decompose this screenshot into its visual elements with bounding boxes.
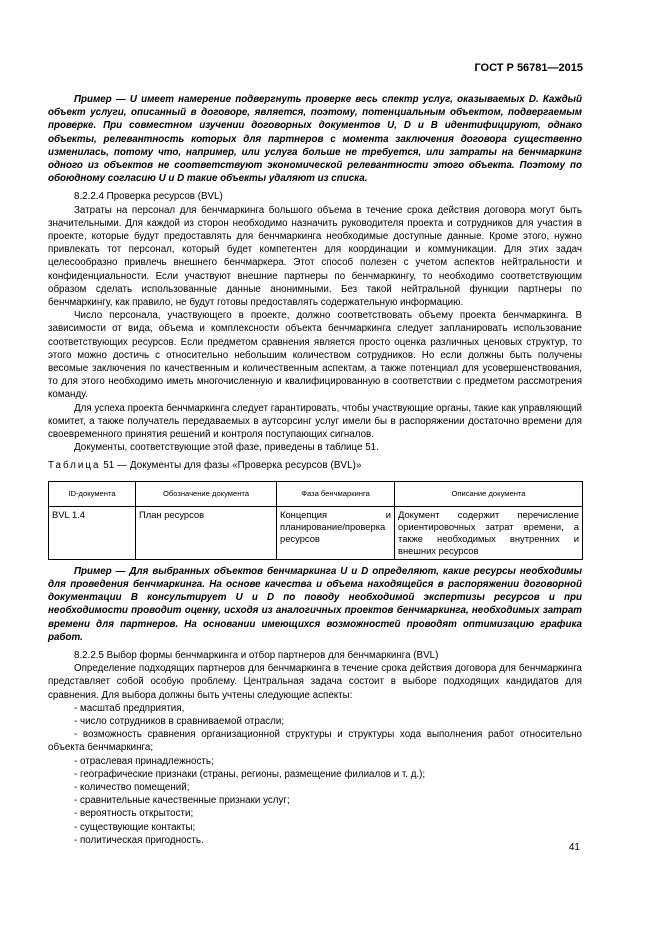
table-cell: Документ содержит перечисление ориентировочных затрат времени, а также необходимых внутренних и внешних ресурсов [395,506,583,559]
list-item: - политическая пригодность. [74,834,204,846]
table-cell: Концепция и планирование/проверка ресурсов [277,506,395,559]
list-item: - количество помещений; [74,781,190,793]
list-item: - масштаб предприятия, [74,702,185,714]
criteria-list [48,702,582,847]
column-header: Фаза бенчмаркинга [277,481,395,506]
table-caption-label: Таблица [48,460,101,472]
list-item: - вероятность открытости; [74,808,194,820]
list-item: - географические признаки (страны, регионы, размещение филиалов и т. д.); [74,768,426,780]
list-item: - существующие контакты; [74,821,196,833]
paragraph: Число персонала, участвующего в проекте, должно соответствовать объему проекта бенчмаркинга. В зависимости от вида, объема и комплексности объекта бенчмаркинга следует запланировать использование соответствующих ресурсов. Если предметом сравнения является просто оценка различных ценовых структур, то этого можно достичь с относительно небольшим количеством сотрудников. Но если должны быть получены весомые заключения по качественным и количественным аспектам, а также потенциал для усовершенствования, то для этого необходимо иметь многочисленную и квалифицированную в соответствии с предметом рассмотрения команду. [48,310,582,401]
list-item: - сравнительные качественные признаки услуг; [74,795,290,807]
paragraph: Документы, соответствующие этой фазе, приведены в таблице 51. [74,442,379,454]
table-caption [48,459,582,472]
paragraph: Определение подходящих партнеров для бенчмаркинга в течение срока действия договора для бенчмаркинга представляет собой особую проблему. Центральная задача состоит в выборе подходящих кандидатов для сравнения. Для выбора должны быть учтены следующие аспекты: [48,663,582,701]
paragraph: Для успеха проекта бенчмаркинга следует гарантировать, чтобы участвующие органы, такие как управляющий комитет, а также получатель передаваемых в аутсорсинг услуг имели бы в распоряжении достаточно времени для своевременного принятия решений и контроля поступающих сигналов. [48,402,582,441]
column-header: Обозначение документа [136,481,277,506]
list-item: - число сотрудников в сравниваемой отрасли; [74,715,285,727]
document-id-header: ГОСТ Р 56781—2015 [474,62,583,74]
page-body [48,93,582,847]
example-note-1: Пример — U имеет намерение подвергнуть проверке весь спектр услуг, оказываемых D. Каждый объект услуги, описанный в договоре, является, поэтому, потенциальным объектом, подвергаемым проверке. При совместном изучении договорных документов U, D и B идентифицируют, однако объекты, релевантность которых для партнеров с момента заключения договора существенно изменилась, потому что, например, или услуга больше не требуется, или затраты на бенчмаркинг одного из объектов не соответствуют экономической релевантности этого объекта. Поэтому по обоюдному согласию U и D такие объекты удаляют из списка. [48,94,582,185]
list-item: - отраслевая принадлежность; [74,755,214,767]
section-heading-8-2-2-4: 8.2.2.4 Проверка ресурсов (BVL) [74,191,223,203]
column-header: Описание документа [395,481,583,506]
example-note-2: Пример — Для выбранных объектов бенчмаркинга U и D определяют, какие ресурсы необходимы для проведения бенчмаркинга. На основе качества и объема находящейся в распоряжении договорной документации B консультирует U и D по поводу необходимой экспертизы ресурсов и при необходимости проводит оценку, исходя из аналогичных проектов бенчмаркинга, необходимых затрат времени для партнеров. На основании имеющихся возможностей проводят оптимизацию графика работ. [48,565,582,643]
paragraph: Затраты на персонал для бенчмаркинга большого объема в течение срока действия договора могут быть значительными. Для каждой из сторон необходимо назначить руководителя проекта и сотрудников для участия в проекте, которые будут предоставлять для бенчмаркинга необходимые доступные данные. Кроме этого, нужно привлекать тот персонал, который будет компетентен для координации и коммуникации. Для этих задач целесообразно привлечь внешнего бенчмаркера. Этот способ полезен с учетом аспектов нейтральности и конфиденциальности. Если участвуют внешние партнеры по бенчмаркингу, то необходимо соответствующим образом сделать использованные данные анонимными. Без такой нейтральной функции партнеры по бенчмаркингу, как правило, не будут готовы предоставлять содержательную информацию. [48,204,582,309]
table-row [49,506,583,559]
list-item: - возможность сравнения организационной структуры и структуры хода выполнения работ относительно объекта бенчмаркинга; [48,729,582,754]
table-cell: BVL 1.4 [49,506,136,559]
documents-table [48,481,583,560]
section-heading-8-2-2-5: 8.2.2.5 Выбор формы бенчмаркинга и отбор партнеров для бенчмаркинга (BVL) [74,649,439,661]
column-header: ID-документа [49,481,136,506]
table-cell: План ресурсов [136,506,277,559]
table-header-row [49,481,583,506]
page-number: 41 [568,842,580,853]
table-caption-text: 51 — Документы для фазы «Проверка ресурсов (BVL)» [100,460,362,472]
